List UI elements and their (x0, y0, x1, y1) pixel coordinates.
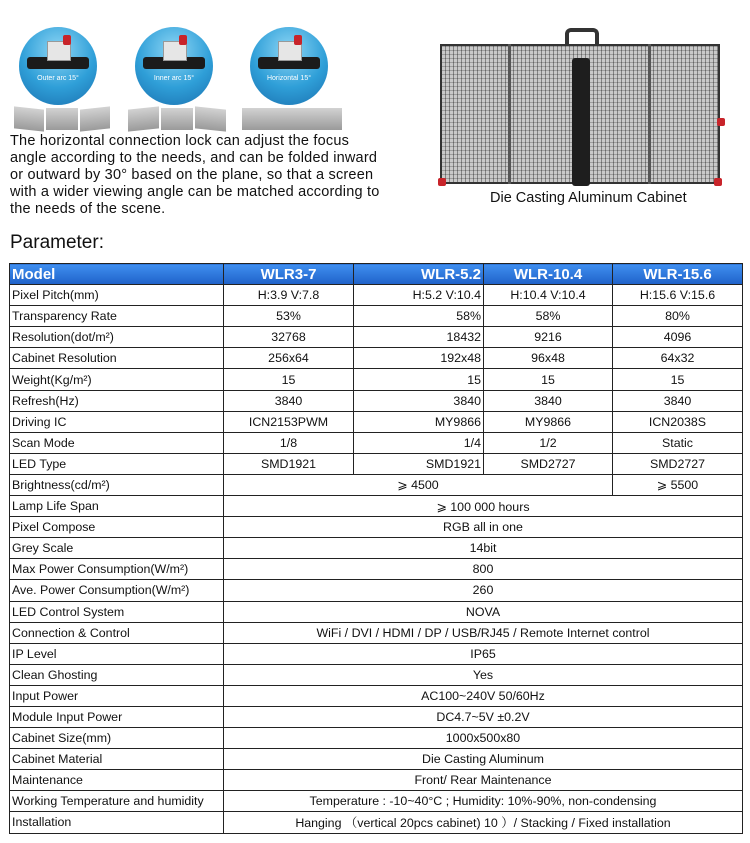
table-cell: AC100~240V 50/60Hz (224, 685, 743, 706)
table-cell: H:3.9 V:7.8 (224, 285, 354, 306)
circle-caption: Inner arc 15° (153, 75, 195, 82)
table-cell: H:15.6 V:15.6 (613, 285, 743, 306)
table-cell: 4096 (613, 327, 743, 348)
table-cell: Working Temperature and humidity (10, 791, 224, 812)
table-cell: ICN2153PWM (224, 411, 354, 432)
horizontal-panel-shape (242, 108, 342, 130)
table-cell: 1000x500x80 (224, 728, 743, 749)
inner-arc-panel-shape (128, 108, 226, 130)
table-row (10, 770, 743, 791)
table-cell: Scan Mode (10, 432, 224, 453)
table-cell: Die Casting Aluminum (224, 749, 743, 770)
table-row (10, 390, 743, 411)
table-cell: Ave. Power Consumption(W/m²) (10, 580, 224, 601)
table-cell: Lamp Life Span (10, 496, 224, 517)
table-cell: Driving IC (10, 411, 224, 432)
table-cell: Module Input Power (10, 706, 224, 727)
table-cell: LED Control System (10, 601, 224, 622)
table-cell: NOVA (224, 601, 743, 622)
table-cell: Temperature : -10~40°C ; Humidity: 10%-90%, non-condensing (224, 791, 743, 812)
table-row (10, 601, 743, 622)
table-cell: SMD2727 (613, 453, 743, 474)
table-cell: SMD2727 (484, 453, 613, 474)
table-cell: Max Power Consumption(W/m²) (10, 559, 224, 580)
table-cell: 3840 (224, 390, 354, 411)
illustration-area (0, 0, 750, 230)
table-cell: 15 (484, 369, 613, 390)
table-row (10, 517, 743, 538)
table-cell: 58% (354, 306, 484, 327)
table-cell: 58% (484, 306, 613, 327)
corner-lock-icon (438, 178, 446, 186)
table-cell: ⩾ 100 000 hours (224, 496, 743, 517)
frame-divider (648, 44, 651, 184)
table-row (10, 327, 743, 348)
table-row (10, 791, 743, 812)
table-cell: RGB all in one (224, 517, 743, 538)
cabinet-illustration (440, 28, 720, 188)
table-cell: IP65 (224, 643, 743, 664)
lock-knob-icon (179, 35, 187, 45)
table-cell: 32768 (224, 327, 354, 348)
table-cell: 53% (224, 306, 354, 327)
table-row (10, 728, 743, 749)
table-cell: 3840 (484, 390, 613, 411)
table-cell: 260 (224, 580, 743, 601)
parameter-heading: Parameter: (10, 232, 104, 253)
table-cell: 192x48 (354, 348, 484, 369)
table-cell: 9216 (484, 327, 613, 348)
table-row (10, 622, 743, 643)
table-cell: 800 (224, 559, 743, 580)
table-cell: SMD1921 (354, 453, 484, 474)
parameter-table (9, 263, 743, 834)
header-col-4: WLR-15.6 (613, 264, 743, 285)
table-cell: 15 (224, 369, 354, 390)
table-header-row (10, 264, 743, 285)
table-cell: SMD1921 (224, 453, 354, 474)
circle-caption: Outer arc 15° (37, 75, 79, 82)
table-cell: 1/2 (484, 432, 613, 453)
table-cell: Transparency Rate (10, 306, 224, 327)
table-cell: 14bit (224, 538, 743, 559)
table-cell: 256x64 (224, 348, 354, 369)
table-cell: Cabinet Size(mm) (10, 728, 224, 749)
side-lock-icon (717, 118, 725, 126)
inner-arc-illustration (135, 27, 213, 105)
table-row (10, 664, 743, 685)
table-cell: H:5.2 V:10.4 (354, 285, 484, 306)
table-cell: Static (613, 432, 743, 453)
table-row (10, 749, 743, 770)
header-model: Model (10, 264, 224, 285)
table-cell: ICN2038S (613, 411, 743, 432)
lock-knob-icon (294, 35, 302, 45)
table-cell: Installation (10, 812, 224, 833)
corner-lock-icon (714, 178, 722, 186)
table-row (10, 559, 743, 580)
table-row (10, 812, 743, 833)
table-cell: Input Power (10, 685, 224, 706)
table-cell: Yes (224, 664, 743, 685)
table-cell: Clean Ghosting (10, 664, 224, 685)
table-cell: WiFi / DVI / HDMI / DP / USB/RJ45 / Remote Internet control (224, 622, 743, 643)
table-cell: Weight(Kg/m²) (10, 369, 224, 390)
table-cell: 15 (613, 369, 743, 390)
table-cell: MY9866 (354, 411, 484, 432)
table-row (10, 496, 743, 517)
table-row (10, 580, 743, 601)
table-row (10, 453, 743, 474)
table-cell: 3840 (613, 390, 743, 411)
table-cell: 80% (613, 306, 743, 327)
table-cell: 64x32 (613, 348, 743, 369)
table-cell: H:10.4 V:10.4 (484, 285, 613, 306)
outer-arc-illustration (19, 27, 97, 105)
table-row (10, 285, 743, 306)
table-cell: Brightness(cd/m²) (10, 474, 224, 495)
table-cell: 3840 (354, 390, 484, 411)
table-cell: 18432 (354, 327, 484, 348)
table-cell: Pixel Pitch(mm) (10, 285, 224, 306)
table-cell: LED Type (10, 453, 224, 474)
table-cell: Resolution(dot/m²) (10, 327, 224, 348)
horizontal-illustration (250, 27, 328, 105)
header-col-2: WLR-5.2 (354, 264, 484, 285)
frame-divider (508, 44, 511, 184)
table-cell: Connection & Control (10, 622, 224, 643)
table-cell: ⩾ 4500 (224, 474, 613, 495)
table-row (10, 411, 743, 432)
table-cell: DC4.7~5V ±0.2V (224, 706, 743, 727)
table-cell: Maintenance (10, 770, 224, 791)
table-row (10, 685, 743, 706)
table-cell: 1/8 (224, 432, 354, 453)
table-cell: ⩾ 5500 (613, 474, 743, 495)
table-cell: 15 (354, 369, 484, 390)
table-row (10, 348, 743, 369)
table-row (10, 474, 743, 495)
table-cell: 1/4 (354, 432, 484, 453)
table-cell: Hanging （vertical 20pcs cabinet) 10 ）/ Stacking / Fixed installation (224, 812, 743, 833)
table-cell: Cabinet Material (10, 749, 224, 770)
table-cell: IP Level (10, 643, 224, 664)
header-col-3: WLR-10.4 (484, 264, 613, 285)
table-row (10, 369, 743, 390)
lock-description: The horizontal connection lock can adjust the focus angle according to the needs, and can be folded inward or outward by 30° based on the plane, so that a screen with a wider viewing angle can be matched according to the needs of the scene. (10, 133, 380, 217)
table-row (10, 706, 743, 727)
header-col-1: WLR3-7 (224, 264, 354, 285)
table-row (10, 306, 743, 327)
table-cell: 96x48 (484, 348, 613, 369)
table-row (10, 643, 743, 664)
control-box-shape (572, 58, 590, 186)
table-cell: Pixel Compose (10, 517, 224, 538)
table-cell: Grey Scale (10, 538, 224, 559)
table-cell: Refresh(Hz) (10, 390, 224, 411)
cabinet-caption: Die Casting Aluminum Cabinet (490, 190, 687, 206)
table-cell: Front/ Rear Maintenance (224, 770, 743, 791)
table-row (10, 538, 743, 559)
outer-arc-panel-shape (14, 108, 110, 130)
lock-knob-icon (63, 35, 71, 45)
table-cell: Cabinet Resolution (10, 348, 224, 369)
table-row (10, 432, 743, 453)
table-cell: MY9866 (484, 411, 613, 432)
circle-caption: Horizontal 15° (266, 75, 312, 82)
